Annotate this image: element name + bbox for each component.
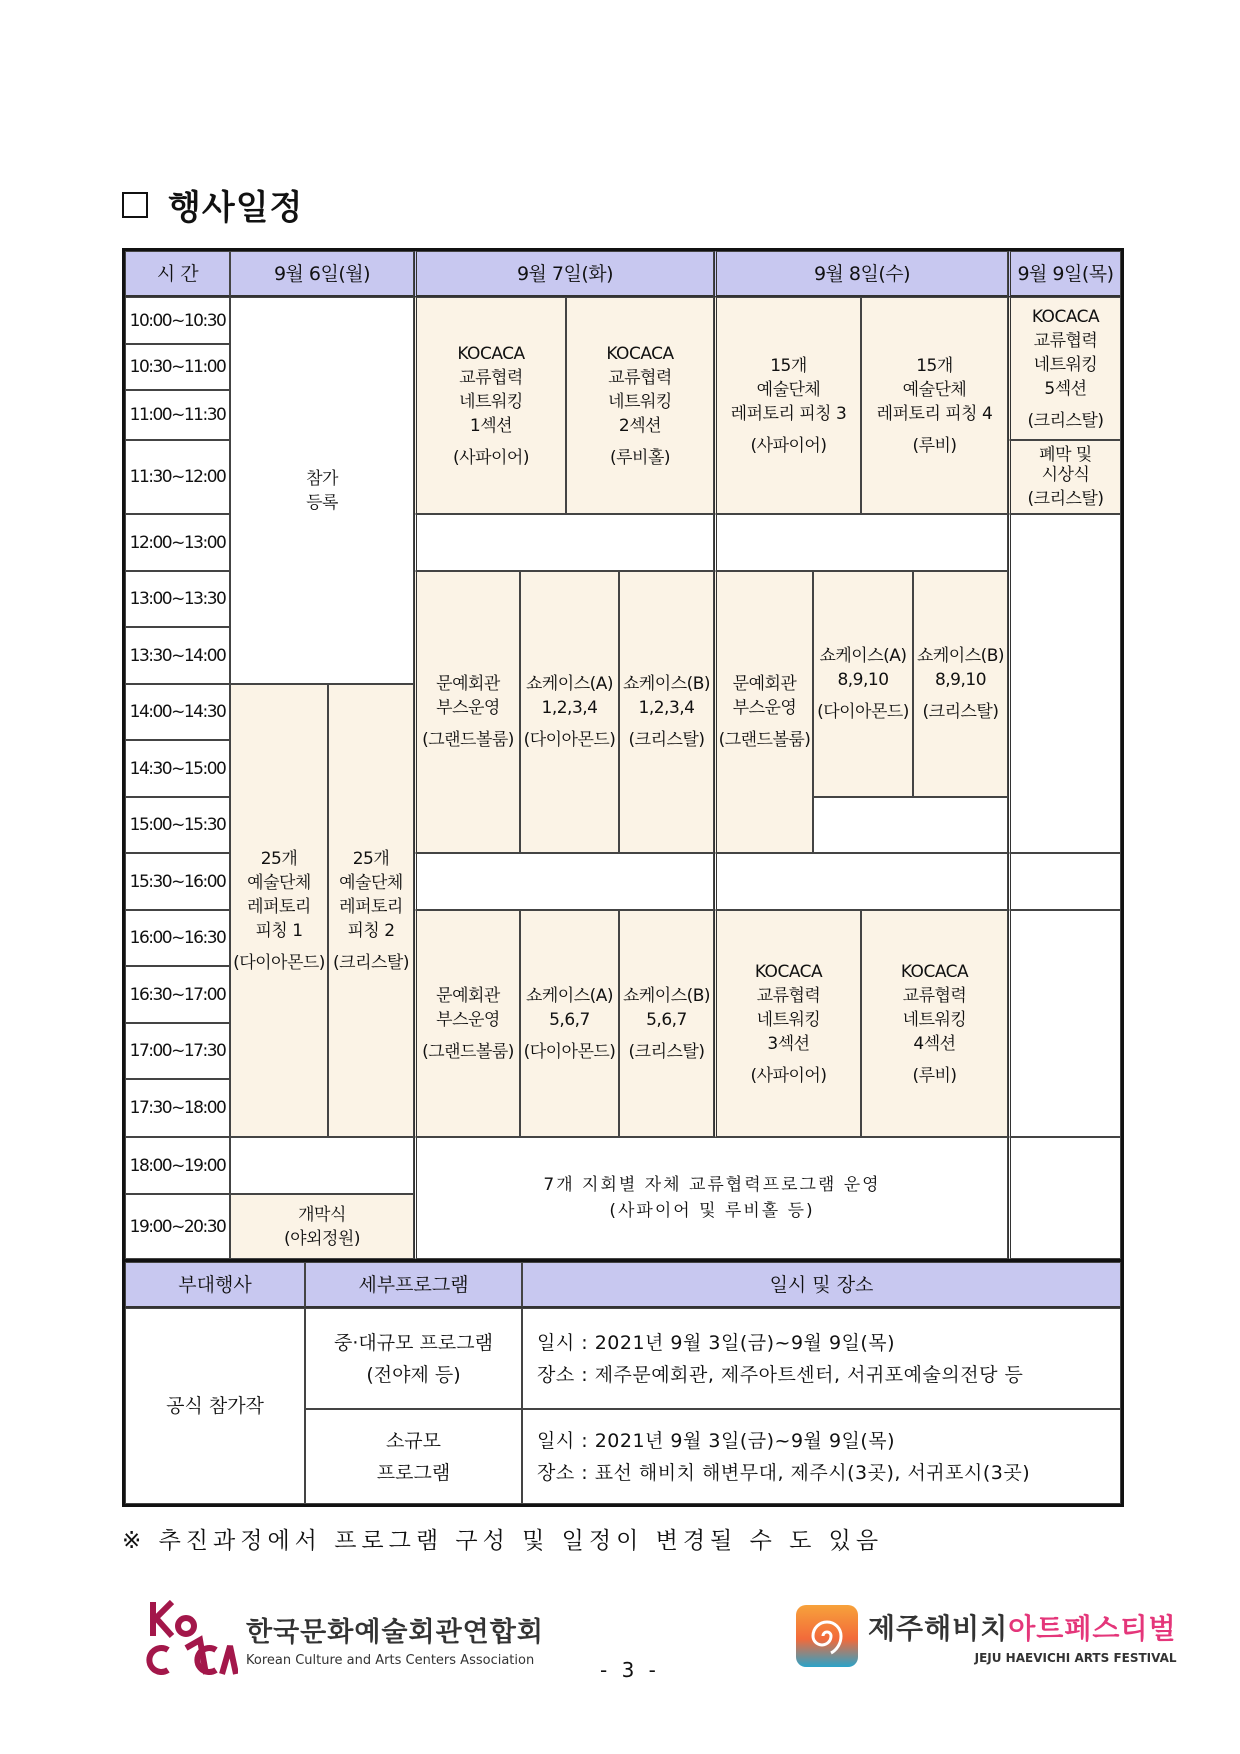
aux-program-cell: 중·대규모 프로그램 (전야제 등) xyxy=(305,1308,522,1409)
schedule-table xyxy=(122,248,1124,1262)
time-slot: 17:00~17:30 xyxy=(125,1023,230,1079)
showcase-a-cell: 쇼케이스(A) 1,2,3,4 (다이아몬드) xyxy=(520,571,619,853)
org-name-korean: 한국문화예술회관연합회 xyxy=(246,1617,544,1648)
festival-logo xyxy=(796,1605,1177,1667)
time-slot: 18:00~19:00 xyxy=(125,1137,230,1194)
aux-datetime-cell xyxy=(522,1308,1121,1409)
empty-cell xyxy=(714,514,1008,571)
empty-cell xyxy=(813,797,1008,853)
time-slot: 11:30~12:00 xyxy=(125,440,230,514)
time-slot: 13:30~14:00 xyxy=(125,627,230,684)
networking-3-cell: KOCACA 교류협력 네트워킹 3섹션 (사파이어) xyxy=(714,910,861,1137)
aux-date: 일시 : 2021년 9월 3일(금)~9월 9일(목) xyxy=(537,1331,896,1354)
time-slot: 15:00~15:30 xyxy=(125,797,230,853)
empty-cell xyxy=(1008,853,1121,910)
aux-place: 장소 : 제주문예회관, 제주아트센터, 서귀포예술의전당 등 xyxy=(537,1363,1024,1386)
closing-ceremony-cell: 폐막 및 시상식 (크리스탈) xyxy=(1008,440,1121,514)
time-slot: 16:00~16:30 xyxy=(125,910,230,966)
networking-4-cell: KOCACA 교류협력 네트워킹 4섹션 (루비) xyxy=(861,910,1008,1137)
kocaca-logo-mark xyxy=(146,1600,238,1678)
section-title: 행사일정 xyxy=(168,188,304,228)
time-slot: 17:30~18:00 xyxy=(125,1079,230,1137)
pitching-1-cell: 25개 예술단체 레퍼토리 피칭 1 (다이아몬드) xyxy=(230,684,328,1137)
festival-name-korean: 제주해비치아트페스티벌 xyxy=(868,1612,1177,1645)
showcase-b-cell: 쇼케이스(B) 5,6,7 (크리스탈) xyxy=(619,910,714,1137)
header-day2: 9월 7일(화) xyxy=(414,251,714,297)
aux-datetime-cell xyxy=(522,1409,1121,1504)
showcase-b-cell: 쇼케이스(B) 8,9,10 (크리스탈) xyxy=(913,571,1008,797)
booth-cell: 문예회관 부스운영 (그랜드볼룸) xyxy=(414,571,520,853)
festival-logo-mark xyxy=(796,1605,858,1667)
empty-cell xyxy=(230,1137,414,1194)
header-day4: 9월 9일(목) xyxy=(1008,251,1121,297)
showcase-a-cell: 쇼케이스(A) 5,6,7 (다이아몬드) xyxy=(520,910,619,1137)
time-slot: 14:30~15:00 xyxy=(125,740,230,797)
aux-date: 일시 : 2021년 9월 3일(금)~9월 9일(목) xyxy=(537,1429,896,1452)
empty-cell xyxy=(1008,910,1121,1137)
empty-cell xyxy=(414,514,714,571)
time-slot: 19:00~20:30 xyxy=(125,1194,230,1259)
header-time: 시 간 xyxy=(125,251,230,297)
showcase-b-cell: 쇼케이스(B) 1,2,3,4 (크리스탈) xyxy=(619,571,714,853)
time-slot: 16:30~17:00 xyxy=(125,966,230,1023)
header-day3: 9월 8일(수) xyxy=(714,251,1008,297)
time-slot: 11:00~11:30 xyxy=(125,390,230,440)
pitching-2-cell: 25개 예술단체 레퍼토리 피칭 2 (크리스탈) xyxy=(328,684,414,1137)
aux-header-event: 부대행사 xyxy=(125,1262,305,1308)
pitching-4-cell: 15개 예술단체 레퍼토리 피칭 4 (루비) xyxy=(861,297,1008,514)
aux-header-datetime: 일시 및 장소 xyxy=(522,1262,1121,1308)
empty-cell xyxy=(714,853,1008,910)
side-events-table xyxy=(122,1262,1124,1507)
festival-name-english: JEJU HAEVICHI ARTS FESTIVAL xyxy=(974,1651,1177,1665)
time-slot: 14:00~14:30 xyxy=(125,684,230,740)
time-slot: 12:00~13:00 xyxy=(125,514,230,571)
aux-header-program: 세부프로그램 xyxy=(305,1262,522,1308)
networking-2-cell: KOCACA 교류협력 네트워킹 2섹션 (루비홀) xyxy=(566,297,714,514)
aux-event-name: 공식 참가작 xyxy=(125,1308,305,1504)
org-name-english: Korean Culture and Arts Centers Association xyxy=(246,1653,535,1668)
time-slot: 10:00~10:30 xyxy=(125,297,230,344)
aux-place: 장소 : 표선 해비치 해변무대, 제주시(3곳), 서귀포시(3곳) xyxy=(537,1461,1031,1484)
empty-cell xyxy=(1008,1137,1121,1259)
showcase-a-cell: 쇼케이스(A) 8,9,10 (다이아몬드) xyxy=(813,571,913,797)
empty-cell xyxy=(414,853,714,910)
aux-program-cell: 소규모 프로그램 xyxy=(305,1409,522,1504)
evening-program-cell: 7개 지회별 자체 교류협력프로그램 운영 (사파이어 및 루비홀 등) xyxy=(414,1137,1008,1259)
registration-cell: 참가 등록 xyxy=(230,297,414,684)
booth-cell: 문예회관 부스운영 (그랜드볼룸) xyxy=(714,571,813,853)
networking-1-cell: KOCACA 교류협력 네트워킹 1섹션 (사파이어) xyxy=(414,297,566,514)
opening-ceremony-cell: 개막식 (야외정원) xyxy=(230,1194,414,1259)
page-number: - 3 - xyxy=(600,1658,660,1682)
change-notice: ※ 추진과정에서 프로그램 구성 및 일정이 변경될 수 도 있음 xyxy=(122,1528,884,1554)
empty-cell xyxy=(1008,514,1121,853)
time-slot: 13:00~13:30 xyxy=(125,571,230,627)
section-heading xyxy=(122,180,303,229)
pitching-3-cell: 15개 예술단체 레퍼토리 피칭 3 (사파이어) xyxy=(714,297,861,514)
booth-cell: 문예회관 부스운영 (그랜드볼룸) xyxy=(414,910,520,1137)
time-slot: 10:30~11:00 xyxy=(125,344,230,390)
time-slot: 15:30~16:00 xyxy=(125,853,230,910)
networking-5-cell: KOCACA 교류협력 네트워킹 5섹션 (크리스탈) xyxy=(1008,297,1121,440)
checkbox-square-icon xyxy=(122,192,148,218)
kocaca-logo xyxy=(146,1600,544,1678)
header-day1: 9월 6일(월) xyxy=(230,251,414,297)
